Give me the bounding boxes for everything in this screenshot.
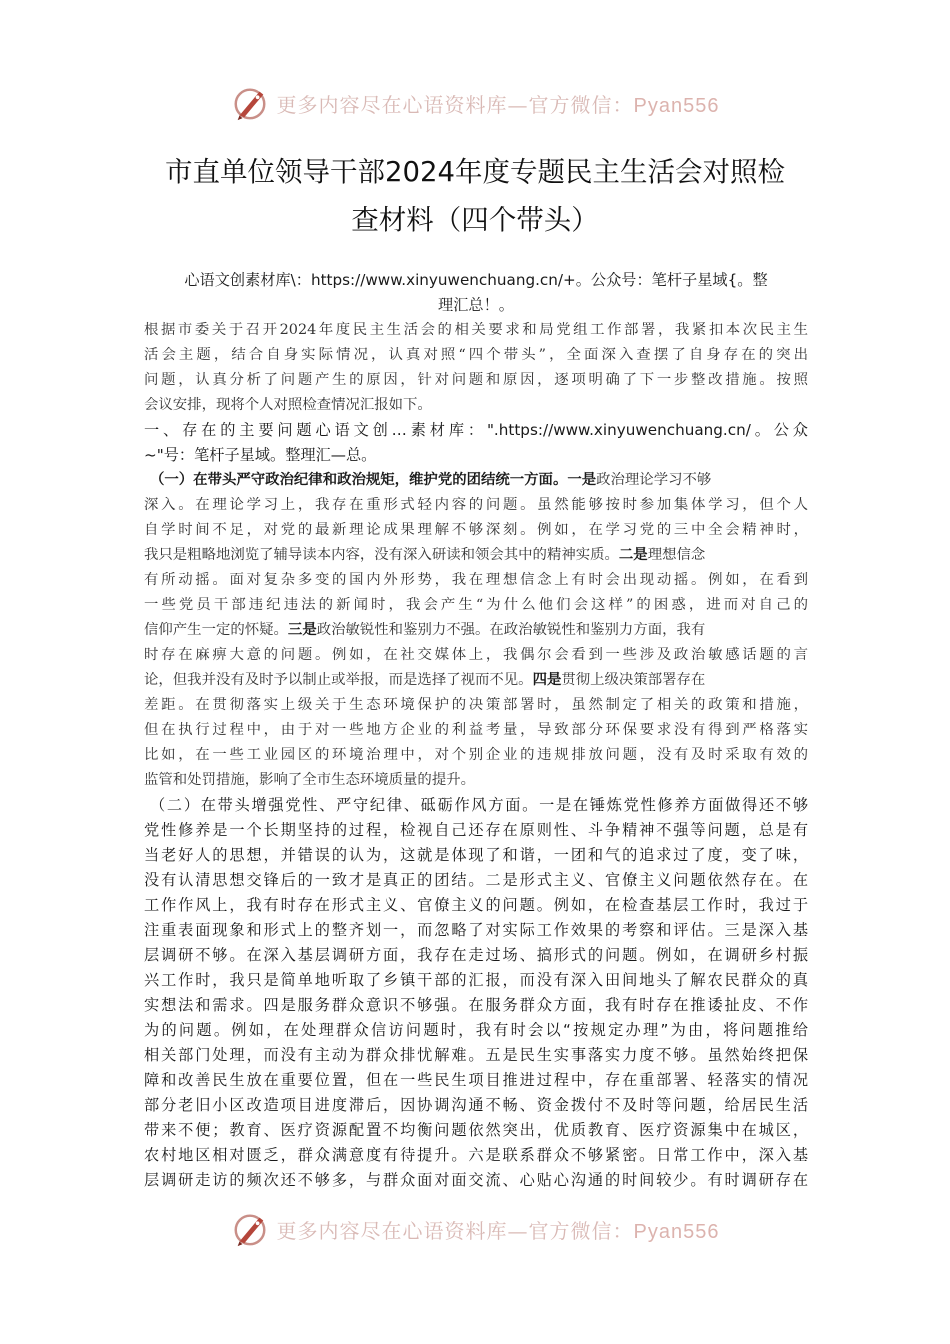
part1-line: 时存在麻痹大意的问题。例如，在社交媒体上，我偶尔会看到一些涉及政治敏感话题的言	[144, 647, 808, 663]
watermark-banner-bottom	[0, 1204, 950, 1254]
part2-line: 带来不便；教育、医疗资源配置不均衡问题依然突出，优质教育、医疗资源集中在城区，	[144, 1121, 808, 1139]
marker-san: 三是	[287, 622, 317, 638]
source-note-line-2: 理汇总！。	[438, 296, 514, 314]
marker-er: 二是	[618, 547, 648, 563]
part2-line: 层调研走访的频次还不够多，与群众面对面交流、心贴心沟通的时间较少。有时调研存在	[144, 1171, 808, 1189]
part2-line: 农村地区相对匮乏，群众满意度有待提升。六是联系群众不够紧密。日常工作中，深入基	[144, 1146, 808, 1164]
part1-line: 深入。在理论学习上，我存在重形式轻内容的问题。虽然能够按时参加集体学习，但个人	[144, 497, 808, 513]
part2-line: 部分老旧小区改造项目进度滞后，因协调沟通不畅、资金拨付不及时等问题，给居民生活	[144, 1096, 808, 1114]
part1-line: 监管和处罚措施，影响了全市生态环境质量的提升。	[144, 772, 475, 788]
part2-line: 障和改善民生放在重要位置，但在一些民生项目推进过程中，存在重部署、轻落实的情况	[144, 1071, 808, 1089]
part2-line: 层调研不够。在深入基层调研方面，我存在走过场、搞形式的问题。例如，在调研乡村振	[144, 946, 808, 964]
part1-line: 有所动摇。面对复杂多变的国内外形势，我在理想信念上有时会出现动摇。例如，在看到	[144, 572, 808, 588]
source-note-line-1: 心语文创素材库\：https://www.xinyuwenchuang.cn/+。公众号：笔杆子星域{。整	[184, 271, 768, 289]
marker-si: 四是	[532, 672, 562, 688]
intro-line: 根据市委关于召开2024年度民主生活会的相关要求和局党组工作部署，我紧扣本次民主生	[144, 322, 808, 338]
part1-line: 一些党员干部违纪违法的新闻时，我会产生“为什么他们会这样”的困惑，进而对自己的	[144, 597, 808, 613]
watermark-banner-top	[0, 78, 950, 128]
part1-line: 论，但我并没有及时予以制止或举报，而是选择了视而不见。四是贯彻上级决策部署存在	[144, 672, 706, 688]
pen-logo-icon	[231, 1210, 269, 1248]
title-line-1: 市直单位领导干部2024年度专题民主生活会对照检	[165, 156, 785, 188]
part2-line: 当老好人的思想，并错误的认为，这就是体现了和谐，一团和气的追求过了度，变了味，	[144, 846, 808, 864]
part1-line: 差距。在贯彻落实上级关于生态环境保护的决策部署时，虽然制定了相关的政策和措施，	[144, 697, 808, 713]
part1-line: （一）在带头严守政治纪律和政治规矩，维护党的团结统一方面。一是政治理论学习不够	[150, 472, 712, 488]
part2-line: 注重表面现象和形式上的整齐划一，而忽略了对实际工作效果的考察和评估。三是深入基	[144, 921, 808, 939]
part1-line: 自学时间不足，对党的最新理论成果理解不够深刻。例如，在学习党的三中全会精神时，	[144, 522, 808, 538]
part1-heading: （一）在带头严守政治纪律和政治规矩，维护党的团结统一方面。一是	[150, 472, 597, 488]
part2-line: 工作作风上，我有时存在形式主义、官僚主义的问题。例如，在检查基层工作时，我过于	[144, 896, 808, 914]
part2-line: 没有认清思想交锋后的一致才是真正的团结。二是形式主义、官僚主义问题依然存在。在	[144, 871, 808, 889]
watermark-text: 更多内容尽在心语资料库—官方微信：Pyan556	[276, 92, 720, 117]
intro-line: 活会主题，结合自身实际情况，认真对照“四个带头”，全面深入查摆了自身存在的突出	[144, 347, 808, 363]
section-heading-line-2: ~"号：笔杆子星域。整理汇—总。	[144, 446, 377, 464]
part2-line: 实想法和需求。四是服务群众意识不够强。在服务群众方面，我有时存在推诿扯皮、不作	[144, 996, 808, 1014]
part2-line: 党性修养是一个长期坚持的过程，检视自己还存在原则性、斗争精神不强等问题，总是有	[144, 821, 808, 839]
document-body	[144, 268, 808, 1193]
page-title	[130, 148, 820, 244]
part1-line: 信仰产生一定的怀疑。三是政治敏锐性和鉴别力不强。在政治敏锐性和鉴别力方面，我有	[144, 622, 706, 638]
title-line-2: 查材料（四个带头）	[351, 204, 599, 236]
part2-line: 兴工作时，我只是简单地听取了乡镇干部的汇报，而没有深入田间地头了解农民群众的真	[144, 971, 808, 989]
part2-line: 相关部门处理，而没有主动为群众排忧解难。五是民生实事落实力度不够。虽然始终把保	[144, 1046, 808, 1064]
part2-line: 为的问题。例如，在处理群众信访问题时，我有时会以“按规定办理”为由，将问题推给	[144, 1021, 808, 1039]
intro-line: 问题，认真分析了问题产生的原因，针对问题和原因，逐项明确了下一步整改措施。按照	[144, 372, 808, 388]
pen-logo-icon	[231, 84, 269, 122]
part2-line: （二）在带头增强党性、严守纪律、砥砺作风方面。一是在锤炼党性修养方面做得还不够	[150, 796, 808, 814]
part1-line: 但在执行过程中，由于对一些地方企业的利益考量，导致部分环保要求没有得到严格落实	[144, 722, 808, 738]
section-heading-line-1: 一、存在的主要问题心语文创…素材库：".https://www.xinyuwenchuang.cn/。公众	[144, 421, 808, 439]
part1-line: 我只是粗略地浏览了辅导读本内容，没有深入研读和领会其中的精神实质。二是理想信念	[144, 547, 706, 563]
intro-line: 会议安排，现将个人对照检查情况汇报如下。	[144, 397, 432, 413]
watermark-text: 更多内容尽在心语资料库—官方微信：Pyan556	[276, 1218, 720, 1243]
part1-line: 比如，在一些工业园区的环境治理中，对个别企业的违规排放问题，没有及时采取有效的	[144, 747, 808, 763]
